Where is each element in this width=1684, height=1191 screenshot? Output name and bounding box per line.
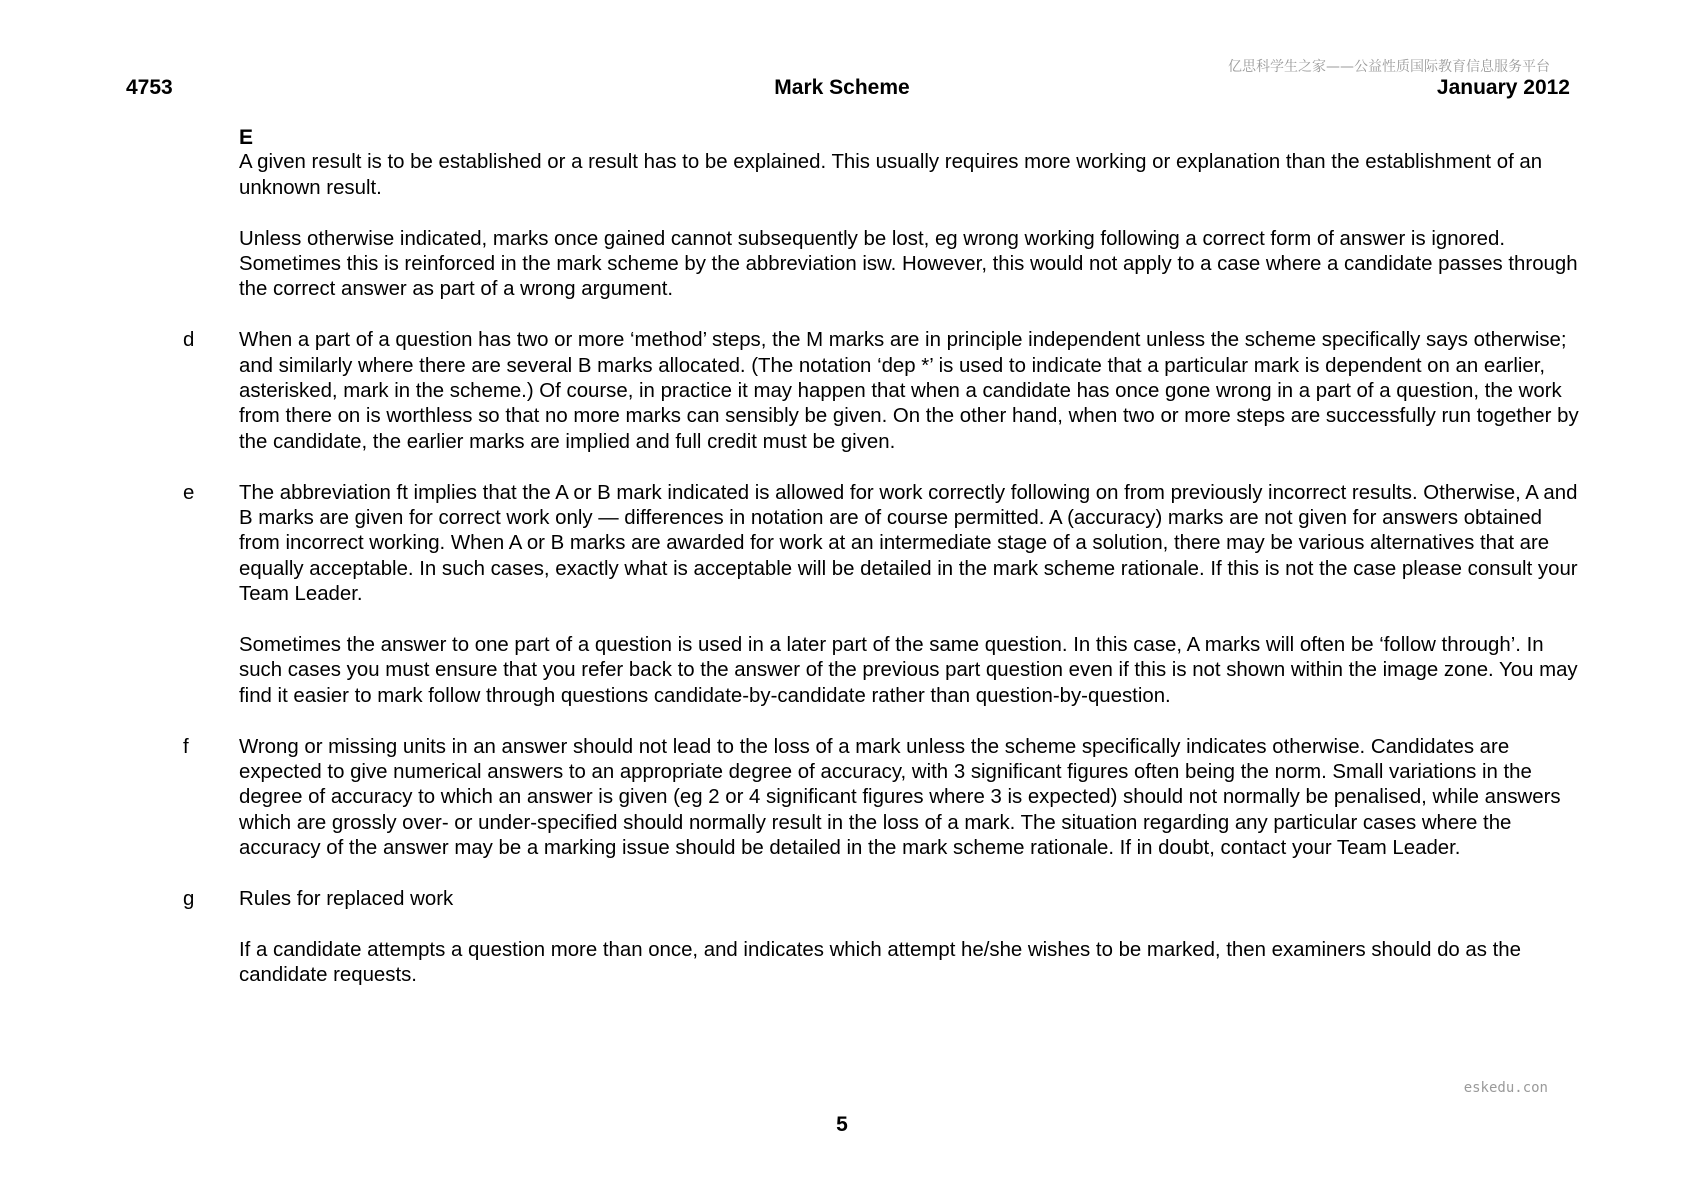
paragraph-later-part: Sometimes the answer to one part of a question is used in a later part of the same question. In this case, A marks will often be ‘follow through’. In such cases you must ensure that you refer back to the answer of the previous part question even if this is not shown within the image zone. You may find it easier to mark follow through questions candidate-by-candidate rather than question-by-question. bbox=[239, 634, 1578, 707]
paragraph-follow-through: The abbreviation ft implies that the A or B mark indicated is allowed for work correctly following on from previously incorrect results. Otherwise, A and B marks are given for correct work only — differences in notation are of course permitted. A (accuracy) marks are not given for answers obtained from incorrect working. When A or B marks are awarded for work at an intermediate stage of a solution, there may be various alternatives that are equally acceptable. In such cases, exactly what is acceptable will be detailed in the mark scheme rationale. If this is not the case please consult your Team Leader. bbox=[239, 481, 1578, 606]
page-number: 5 bbox=[836, 1113, 848, 1136]
section-d-marker: d bbox=[183, 329, 195, 352]
header-code: 4753 bbox=[126, 76, 173, 99]
paragraph-isw: Unless otherwise indicated, marks once gained cannot subsequently be lost, eg wrong working following a correct form of answer is ignored. Sometimes this is reinforced in the mark scheme by the abbreviation isw. However, this would not apply to a case where a candidate passes through the correct answer as part of a wrong argument. bbox=[239, 227, 1578, 301]
section-f bbox=[183, 735, 1583, 862]
section-g bbox=[183, 887, 1583, 989]
header-date: January 2012 bbox=[1436, 76, 1570, 99]
paragraph-units-accuracy: Wrong or missing units in an answer should not lead to the loss of a mark unless the scheme specifically indicates otherwise. Candidates are expected to give numerical answers to an appropriate degree of accuracy, with 3 significant figures often being the norm. Small variations in the degree of accuracy to which an answer is given (eg 2 or 4 significant figures where 3 is expected) should not normally be penalised, while answers which are grossly over- or under-specified should normally result in the loss of a mark. The situation regarding any particular cases where the accuracy of the answer may be a marking issue should be detailed in the mark scheme rationale. If in doubt, contact your Team Leader. bbox=[239, 735, 1561, 860]
section-e bbox=[183, 481, 1583, 710]
section-e-marker: e bbox=[183, 481, 195, 504]
section-e-intro bbox=[183, 125, 1583, 303]
section-e-heading: E bbox=[239, 126, 254, 149]
section-d bbox=[183, 328, 1583, 455]
header-title: Mark Scheme bbox=[774, 76, 910, 99]
watermark-top: 亿思科学生之家——公益性质国际教育信息服务平台 bbox=[1228, 59, 1550, 75]
section-g-marker: g bbox=[183, 888, 195, 911]
section-f-marker: f bbox=[183, 735, 189, 758]
watermark-bottom: eskedu.con bbox=[1463, 1080, 1548, 1096]
document-body bbox=[183, 125, 1583, 989]
paragraph-replaced-work: If a candidate attempts a question more than once, and indicates which attempt he/she wishes to be marked, then examiners should do as the candidate requests. bbox=[239, 938, 1521, 987]
paragraph-method-steps: When a part of a question has two or more ‘method’ steps, the M marks are in principle independent unless the scheme specifically says otherwise; and similarly where there are several B marks allocated. (The notation ‘dep *’ is used to indicate that a particular mark is dependent on an earlier, asterisked, mark in the scheme.) Of course, in practice it may happen that when a candidate has once gone wrong in a part of a question, the work from there on is worthless so that no more marks can sensibly be given. On the other hand, when two or more steps are successfully run together by the candidate, the earlier marks are implied and full credit must be given. bbox=[239, 329, 1579, 453]
paragraph-given-result: A given result is to be established or a result has to be explained. This usually requires more working or explanation than the establishment of an unknown result. bbox=[239, 151, 1543, 199]
section-g-heading: Rules for replaced work bbox=[239, 888, 454, 911]
